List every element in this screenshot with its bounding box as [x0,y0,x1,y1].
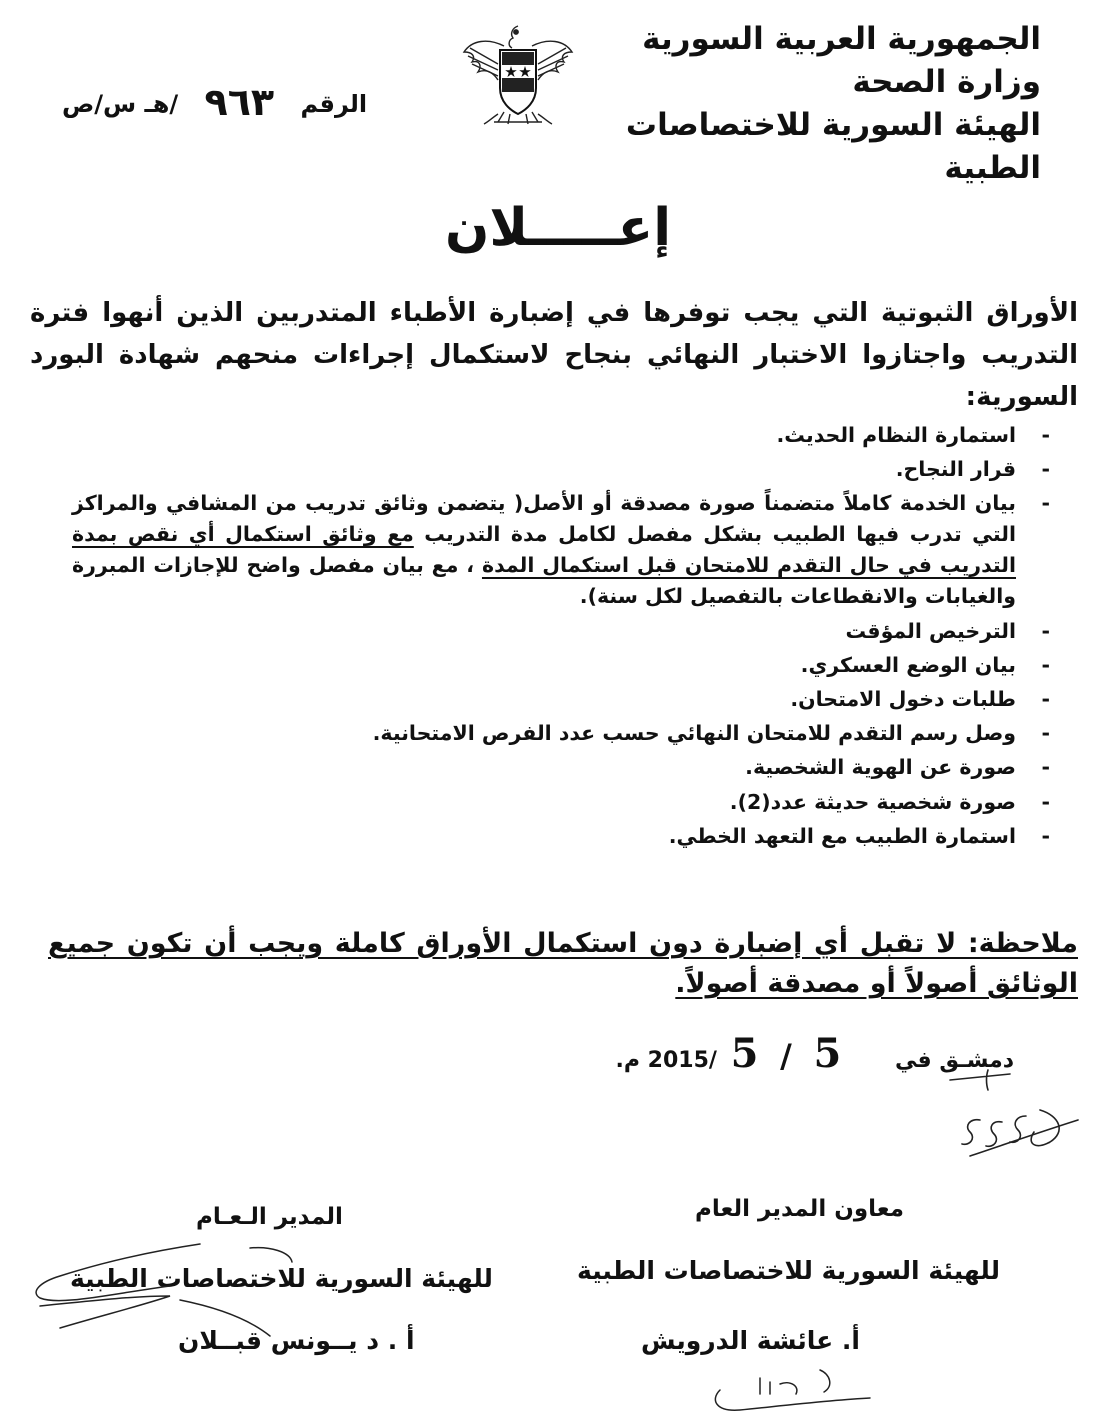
handwritten-initials [930,1060,1080,1190]
date-separator: / [780,1037,792,1075]
list-item: - وصل رسم التقدم للامتحان النهائي حسب عدد الفرص الامتحانية. [72,718,1016,749]
letterhead-ministry: وزارة الصحة [852,64,1041,100]
eagle-emblem-icon [458,18,578,128]
right-signatory-role: معاون المدير العام [695,1196,904,1222]
list-item: - صورة شخصية حديثة عدد(2). [72,787,1016,818]
date-year: /2015 [647,1048,717,1073]
list-item: - بيان الوضع العسكري. [72,650,1016,681]
letterhead-country: الجمهورية العربية السورية [642,21,1041,57]
list-item: - طلبات دخول الامتحان. [72,684,1016,715]
left-signatory-role: المدير الـعـام [196,1204,343,1230]
reference-label: الرقم [300,90,368,118]
left-signatory-name: أ . د يــونس قبــلان [178,1326,415,1355]
service-statement-text-end: ، مع بيان مفصل واضح للإجازات المبررة والغيابات والانقطاعات بالتفصيل لكل سنة). [72,553,1016,609]
deputy-signature [700,1360,880,1416]
list-item: - صورة عن الهوية الشخصية. [72,752,1016,783]
right-signatory-name: أ. عائشة الدرويش [641,1326,860,1355]
note-text: ملاحظة: لا تقبل أي إضبارة دون استكمال الأوراق كاملة ويجب أن تكون جميع الوثائق أصولاً أو مصدقة أصولاً. [48,928,1078,999]
reference-number [62,80,367,124]
intro-paragraph: الأوراق الثبوتية التي يجب توفرها في إضبارة الأطباء المتدربين الذين أنهوا فترة التدريب واجتازوا الاختبار النهائي بنجاح لاستكمال إجراءات منحهم شهادة البورد السورية: [30,298,1078,412]
issue-date [616,1030,1014,1077]
date-day: 5 [813,1030,842,1077]
list-item: - استمارة النظام الحديث. [72,420,1016,451]
letterhead [601,18,1041,190]
reference-suffix: /هـ س/ص [62,90,179,118]
list-item [72,488,1016,612]
list-item: - قرار النجاح. [72,454,1016,485]
reference-value: ٩٦٣ [204,80,275,124]
note-paragraph [48,924,1078,1004]
date-month: 5 [730,1030,759,1077]
service-statement-text: بيان الخدمة كاملاً متضمناً صورة مصدقة أو الأصل( يتضمن وثائق تدريب من المشافي والمراكز التي تدرب فيها الطبيب بشكل مفصل لكامل مدة التدريب [72,491,1016,547]
left-signatory-org: للهيئة السورية للاختصاصات الطبية [70,1264,493,1293]
list-item: - استمارة الطبيب مع التعهد الخطي. [72,821,1016,852]
date-place: دمشـق في [895,1048,1014,1073]
letterhead-commission: الهيئة السورية للاختصاصات الطبية [625,107,1041,186]
list-item: - الترخيص المؤقت [72,616,1016,647]
required-documents-list [72,420,1016,855]
right-signatory-org: للهيئة السورية للاختصاصات الطبية [577,1256,1000,1285]
underlined-requirement: مع وثائق استكمال أي نقص بمدة التدريب في حال التقدم للامتحان قبل استكمال المدة [72,522,1016,578]
date-suffix: م. [615,1048,640,1073]
announcement-title: إعـــــلان [444,198,672,258]
